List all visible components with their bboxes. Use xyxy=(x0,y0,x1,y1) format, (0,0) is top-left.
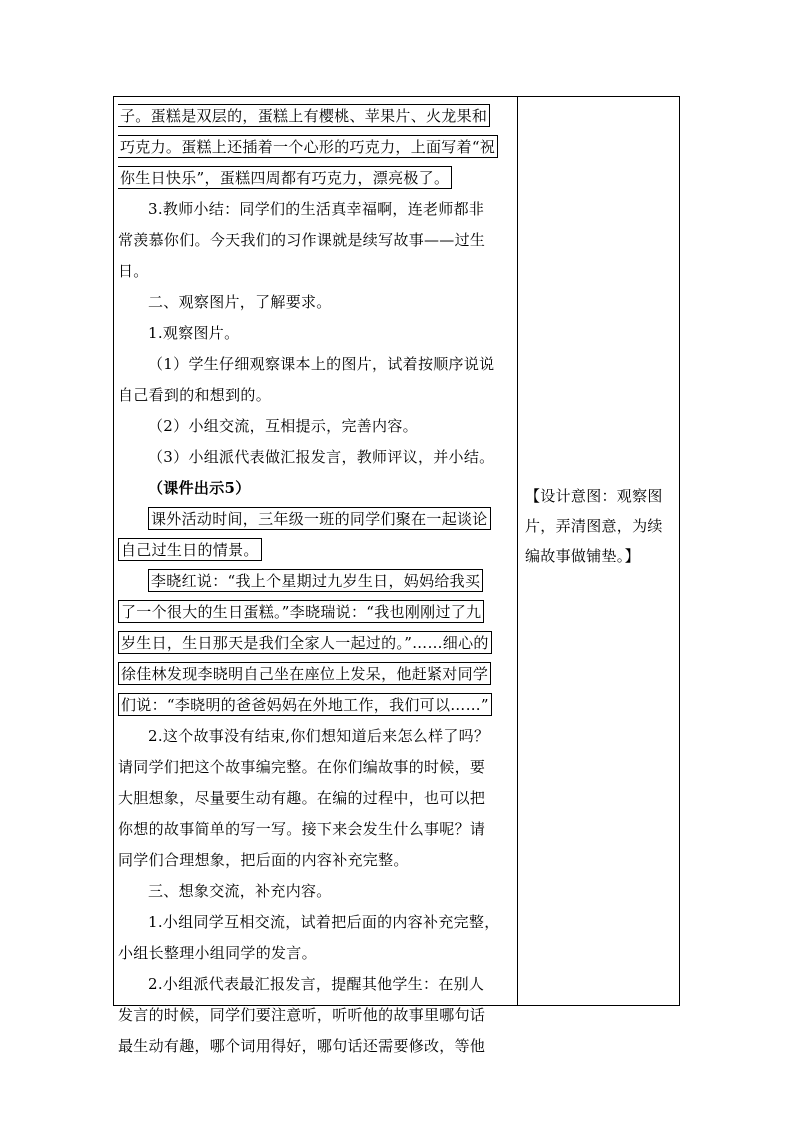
text-line xyxy=(118,659,514,690)
text-line xyxy=(118,101,514,132)
line-text: 自己看到的和想到的。 xyxy=(118,386,272,404)
text-line xyxy=(118,380,514,411)
text-line xyxy=(118,969,514,1000)
line-text: 1.小组同学互相交流，试着把后面的内容补充完整， xyxy=(148,913,500,931)
text-line xyxy=(118,132,514,163)
text-line xyxy=(118,287,514,318)
text-line xyxy=(118,411,514,442)
line-text: 你想的故事简单的写一写。接下来会发生什么事呢？请 xyxy=(118,820,486,838)
text-line xyxy=(118,907,514,938)
boxed-text: 岁生日，生日那天是我们全家人一起过的。”……细心的 xyxy=(118,631,492,654)
text-line xyxy=(118,535,514,566)
lesson-table xyxy=(113,96,680,1055)
text-line xyxy=(118,442,514,473)
boxed-text: 了一个很大的生日蛋糕。”李晓瑞说：“我也刚刚过了九 xyxy=(118,600,484,623)
line-text: 2.小组派代表最汇报发言，提醒其他学生：在别人 xyxy=(148,975,485,993)
line-text: （课件出示5） xyxy=(148,479,251,497)
boxed-text: 李晓红说：“我上个星期过九岁生日，妈妈给我买 xyxy=(148,569,483,592)
text-line xyxy=(118,814,514,845)
line-text: 最生动有趣，哪个词用得好，哪句话还需要修改，等他 xyxy=(118,1037,486,1055)
text-line xyxy=(118,318,514,349)
text-line xyxy=(118,194,514,225)
lesson-process-column xyxy=(118,101,514,1062)
text-line xyxy=(118,628,514,659)
text-line xyxy=(118,473,514,504)
boxed-text: 课外活动时间，三年级一班的同学们聚在一起谈论 xyxy=(148,507,491,530)
line-text: 发言的时候，同学们要注意听，听听他的故事里哪句话 xyxy=(118,1006,486,1024)
design-intent-column xyxy=(525,481,677,571)
text-line xyxy=(118,349,514,380)
text-line xyxy=(118,783,514,814)
text-line xyxy=(118,1000,514,1031)
line-text: 大胆想象，尽量要生动有趣。在编的过程中，也可以把 xyxy=(118,789,486,807)
line-text: 同学们合理想象，把后面的内容补充完整。 xyxy=(118,851,409,869)
text-line xyxy=(118,256,514,287)
boxed-text: 们说：“李晓明的爸爸妈妈在外地工作，我们可以……” xyxy=(118,693,492,716)
line-text: 请同学们把这个故事编完整。在你们编故事的时候，要 xyxy=(118,758,486,776)
line-text: 日。 xyxy=(118,262,149,280)
line-text: 三、想象交流，补充内容。 xyxy=(148,882,332,900)
text-line xyxy=(118,690,514,721)
line-text: 常羡慕你们。今天我们的习作课就是续写故事——过生 xyxy=(118,231,486,249)
text-line xyxy=(118,938,514,969)
text-line xyxy=(118,752,514,783)
text-line xyxy=(118,225,514,256)
boxed-text: 巧克力。蛋糕上还插着一个心形的巧克力，上面写着“祝 xyxy=(118,135,498,158)
text-line xyxy=(118,845,514,876)
line-text: 1.观察图片。 xyxy=(148,324,240,342)
text-line xyxy=(118,597,514,628)
line-text: （3）小组派代表做汇报发言，教师评议，并小结。 xyxy=(148,448,495,466)
text-line xyxy=(118,504,514,535)
boxed-text: 徐佳林发现李晓明自己坐在座位上发呆，他赶紧对同学 xyxy=(118,662,491,685)
text-line xyxy=(118,566,514,597)
design-intent-line: 片，弄清图意，为续 xyxy=(525,517,663,535)
line-text: （1）学生仔细观察课本上的图片，试着按顺序说说 xyxy=(148,355,495,373)
design-intent-line: 编故事做铺垫。】 xyxy=(525,547,640,565)
boxed-text: 自己过生日的情景。 xyxy=(118,538,262,561)
line-text: （2）小组交流，互相提示，完善内容。 xyxy=(148,417,418,435)
line-text: 二、观察图片，了解要求。 xyxy=(148,293,332,311)
design-intent-line: 【设计意图：观察图 xyxy=(525,487,663,505)
text-line xyxy=(118,163,514,194)
line-text: 2.这个故事没有结束,你们想知道后来怎么样了吗？ xyxy=(148,727,490,745)
text-line xyxy=(118,721,514,752)
line-text: 3.教师小结：同学们的生活真幸福啊，连老师都非 xyxy=(148,200,485,218)
column-divider xyxy=(517,97,518,1005)
line-text: 小组长整理小组同学的发言。 xyxy=(118,944,317,962)
text-line xyxy=(118,1031,514,1062)
boxed-text: 子。蛋糕是双层的，蛋糕上有樱桃、苹果片、火龙果和 xyxy=(118,104,490,127)
text-line xyxy=(118,876,514,907)
boxed-text: 你生日快乐”，蛋糕四周都有巧克力，漂亮极了。 xyxy=(118,166,452,189)
